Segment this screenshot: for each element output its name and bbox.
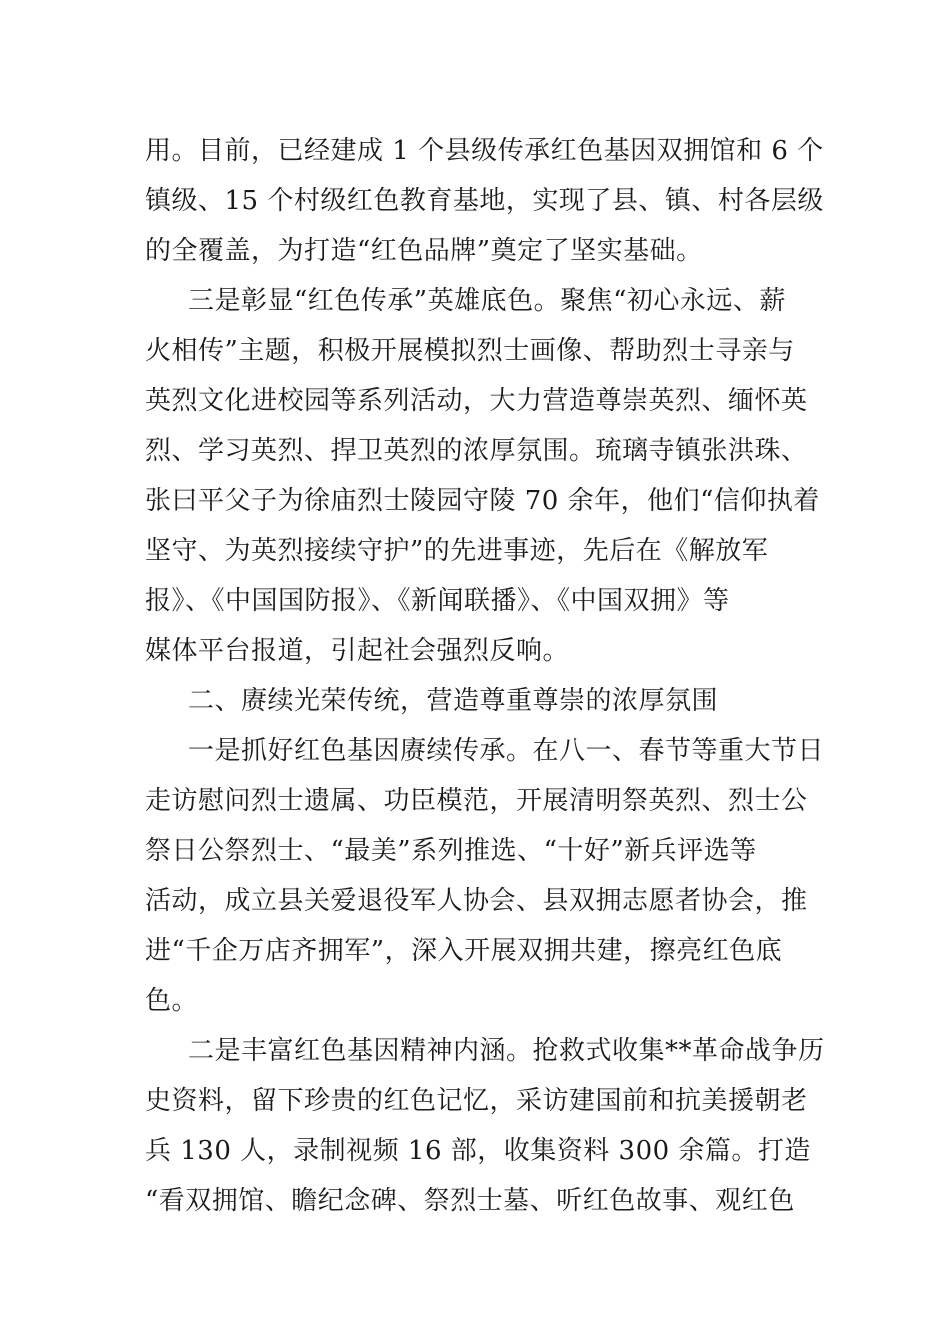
text-line: 火相传”主题，积极开展模拟烈士画像、帮助烈士寻亲与	[145, 336, 795, 366]
paragraph-first-line: 三是彰显“红色传承”英雄底色。聚焦“初心永远、薪	[188, 286, 786, 316]
text-line: 坚守、为英烈接续守护”的先进事迹，先后在《解放军	[145, 536, 769, 566]
text-line: 英烈文化进校园等系列活动，大力营造尊崇英烈、缅怀英	[145, 386, 808, 416]
text-line: “看双拥馆、瞻纪念碑、祭烈士墓、听红色故事、观红色	[145, 1186, 795, 1216]
text-line: 兵 130 人，录制视频 16 部，收集资料 300 余篇。打造	[145, 1136, 811, 1166]
text-line: 走访慰问烈士遗属、功臣模范，开展清明祭英烈、烈士公	[145, 786, 808, 816]
text-line: 烈、学习英烈、捍卫英烈的浓厚氛围。琉璃寺镇张洪珠、	[145, 436, 808, 466]
text-line: 镇级、15 个村级红色教育基地，实现了县、镇、村各层级	[145, 186, 824, 216]
text-line: 进“千企万店齐拥军”，深入开展双拥共建，擦亮红色底	[145, 936, 783, 966]
text-line: 的全覆盖，为打造“红色品牌”奠定了坚实基础。	[145, 236, 703, 266]
text-line: 史资料，留下珍贵的红色记忆，采访建国前和抗美援朝老	[145, 1086, 808, 1116]
section-heading: 二、赓续光荣传统，营造尊重尊崇的浓厚氛围	[188, 686, 719, 716]
text-line: 用。目前，已经建成 1 个县级传承红色基因双拥馆和 6 个	[145, 136, 824, 166]
text-line: 色。	[145, 986, 199, 1016]
text-line: 祭日公祭烈士、“最美”系列推选、“十好”新兵评选等	[145, 836, 757, 866]
text-line: 活动，成立县关爱退役军人协会、县双拥志愿者协会，推	[145, 886, 808, 916]
text-line: 报》、《中国国防报》、《新闻联播》、《中国双拥》等	[145, 586, 730, 616]
text-line: 张曰平父子为徐庙烈士陵园守陵 70 余年，他们“信仰执着	[145, 486, 820, 516]
paragraph-first-line: 二是丰富红色基因精神内涵。抢救式收集**革命战争历	[188, 1036, 825, 1066]
text-line: 媒体平台报道，引起社会强烈反响。	[145, 636, 570, 666]
paragraph-first-line: 一是抓好红色基因赓续传承。在八一、春节等重大节日	[188, 736, 825, 766]
